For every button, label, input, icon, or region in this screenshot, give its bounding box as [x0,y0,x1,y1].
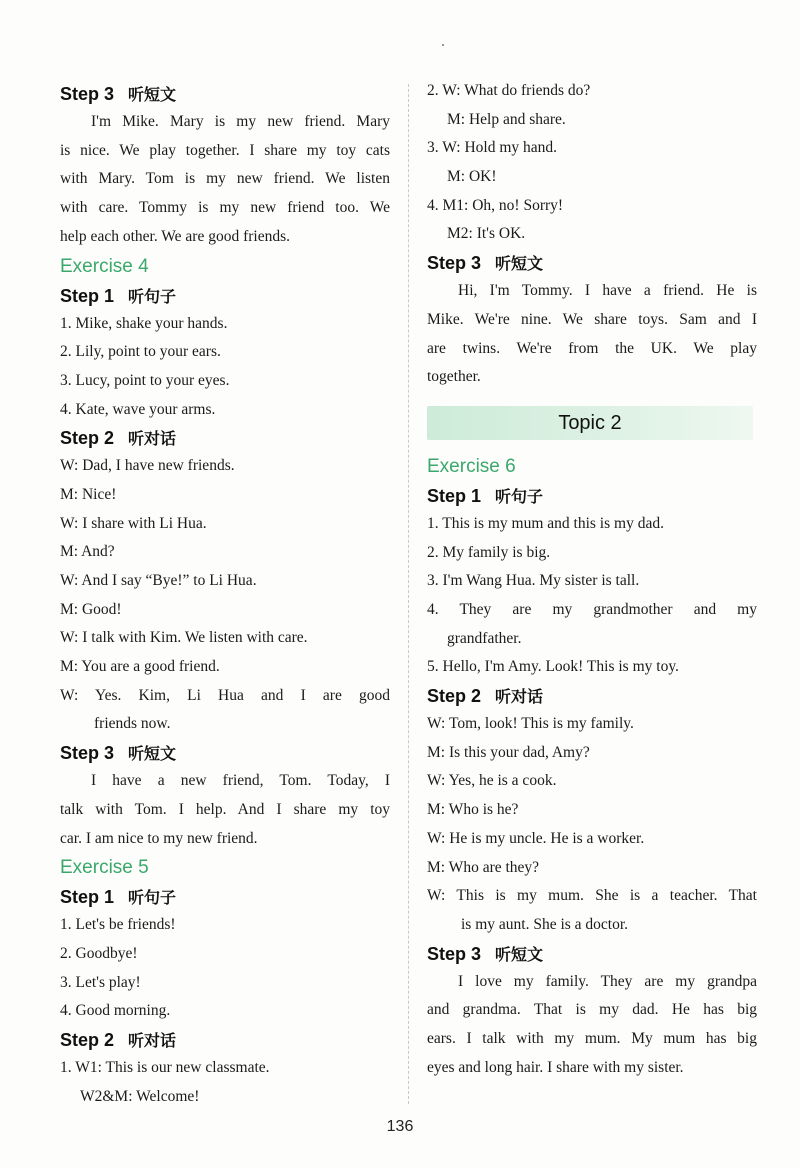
dialog-line: W2&M: Welcome! [80,1087,200,1105]
passage-line: with Mary. Tom is my new friend. We listen [60,170,390,188]
dialog-line: W: I share with Li Hua. [60,514,207,532]
step-cn: 听句子 [495,488,544,506]
passage-family [427,968,757,1083]
passage-line: with care. Tommy is my new friend too. We [60,199,390,217]
sentence-line: 4. They are my grandmother and my [427,601,757,618]
dialog-line: W: And I say “Bye!” to Li Hua. [60,572,257,590]
passage-line: talk with Tom. I help. And I share my toy [60,800,390,818]
step-label: Step 3 [60,84,115,104]
step-label: Step 2 [60,428,115,449]
right-column [427,77,757,1082]
passage-mike [60,108,390,252]
step-label: Step 2 [427,686,482,707]
passage-line: ears. I talk with my mum. My mum has big [427,1030,757,1048]
passage-line: Hi, I'm Tommy. I have a friend. He is [458,282,757,300]
step-heading [427,482,757,510]
step-heading [60,424,390,452]
step-label: Step 1 [60,887,115,908]
dialog-line: M2: It's OK. [447,225,526,243]
sentence-line: 3. Lucy, point to your eyes. [60,371,230,389]
sentence-wrapped [427,596,757,653]
sentence-line: 5. Hello, I'm Amy. Look! This is my toy. [427,658,679,676]
step-heading [427,940,757,968]
passage-tom [60,767,390,853]
step-heading [60,282,390,310]
dialog-wrapped [427,882,757,939]
step-heading [60,883,390,911]
step-label: Step 1 [60,285,115,306]
passage-line: I'm Mike. Mary is my new friend. Mary [91,113,390,130]
dialog-line: W: This is my mum. She is a teacher. That [427,887,757,905]
exercise-heading: Exercise 6 [427,455,516,477]
dialog-line: W: I talk with Kim. We listen with care. [60,629,308,647]
step-label: Step 3 [60,743,115,764]
dialog-line: 4. M1: Oh, no! Sorry! [427,196,564,214]
page-number: 136 [386,1118,414,1135]
step-heading [60,739,390,767]
passage-line: and grandma. That is my dad. He has big [427,1001,757,1019]
left-column [60,80,390,1111]
sentence-line: 3. Let's play! [60,973,141,991]
step-label: Step 1 [427,485,482,506]
sentence-line: 1. Let's be friends! [60,916,176,934]
step-cn: 听对话 [128,431,177,449]
dialog-line: W: Yes. Kim, Li Hua and I are good [60,686,390,704]
dialog-line: 1. W1: This is our new classmate. [60,1059,270,1077]
step-cn: 听对话 [495,689,544,707]
sentence-line: 2. Lily, point to your ears. [60,343,221,361]
dialog-line: M: OK! [447,168,497,186]
dialog-line: M: Nice! [60,485,117,503]
dialog-line: W: He is my uncle. He is a worker. [427,829,645,847]
dialog-line: M: Who is he? [427,801,519,819]
passage-line: I love my family. They are my grandpa [458,972,757,990]
exercise-heading: Exercise 4 [60,255,149,277]
step-label: Step 3 [427,253,482,274]
sentence-line: 4. Kate, wave your arms. [60,400,216,418]
sentence-line: 4. Good morning. [60,1002,171,1020]
dialog-line: W: Dad, I have new friends. [60,457,235,475]
step-heading [60,1026,390,1054]
dialog-line: friends now. [94,715,171,733]
step-heading [427,682,757,710]
exercise-heading: Exercise 5 [60,857,149,879]
passage-line: is nice. We play together. I share my toy cats [60,141,390,159]
passage-line: help each other. We are good friends. [60,227,291,245]
step-cn: 听短文 [495,946,544,964]
passage-tommy [427,277,757,392]
dialog-line: M: Good! [60,600,122,618]
dialog-line: W: Tom, look! This is my family. [427,715,634,733]
dialog-line: is my aunt. She is a doctor. [461,915,629,933]
dialog-line: M: And? [60,543,115,561]
passage-line: Mike. We're nine. We share toys. Sam and I [427,310,757,328]
step-cn: 听短文 [495,256,544,274]
step-label: Step 2 [60,1030,115,1051]
dialog-line: 3. W: Hold my hand. [427,139,558,157]
sentence-line: 1. Mike, shake your hands. [60,314,228,332]
step-heading [427,249,757,277]
step-heading [60,80,390,108]
topic-banner: Topic 2 [427,406,753,440]
column-divider [408,84,409,1104]
passage-line: eyes and long hair. I share with my sister. [427,1058,684,1076]
dialog-line: M: Help and share. [447,110,566,128]
step-cn: 听短文 [128,87,177,104]
passage-line: I have a new friend, Tom. Today, I [91,772,390,790]
dialog-line: M: Who are they? [427,858,540,876]
step-cn: 听句子 [128,288,177,306]
sentence-line: 2. My family is big. [427,543,551,561]
dialog-line: 2. W: What do friends do? [427,82,591,99]
dialog-line: M: You are a good friend. [60,658,220,676]
sentence-line: 3. I'm Wang Hua. My sister is tall. [427,572,640,590]
passage-line: are twins. We're from the UK. We play [427,339,757,357]
dialog-line: W: Yes, he is a cook. [427,772,557,790]
dialog-line: M: Is this your dad, Amy? [427,743,590,761]
step-cn: 听句子 [128,890,177,908]
step-cn: 听短文 [128,746,177,764]
sentence-line: 2. Goodbye! [60,944,138,962]
step-label: Step 3 [427,943,482,964]
passage-line: car. I am nice to my new friend. [60,829,258,847]
passage-line: together. [427,368,481,386]
speck [442,44,444,46]
sentence-line: 1. This is my mum and this is my dad. [427,514,664,532]
dialog-wrapped [60,682,390,739]
step-cn: 听对话 [128,1033,177,1051]
sentence-line: grandfather. [447,629,522,647]
